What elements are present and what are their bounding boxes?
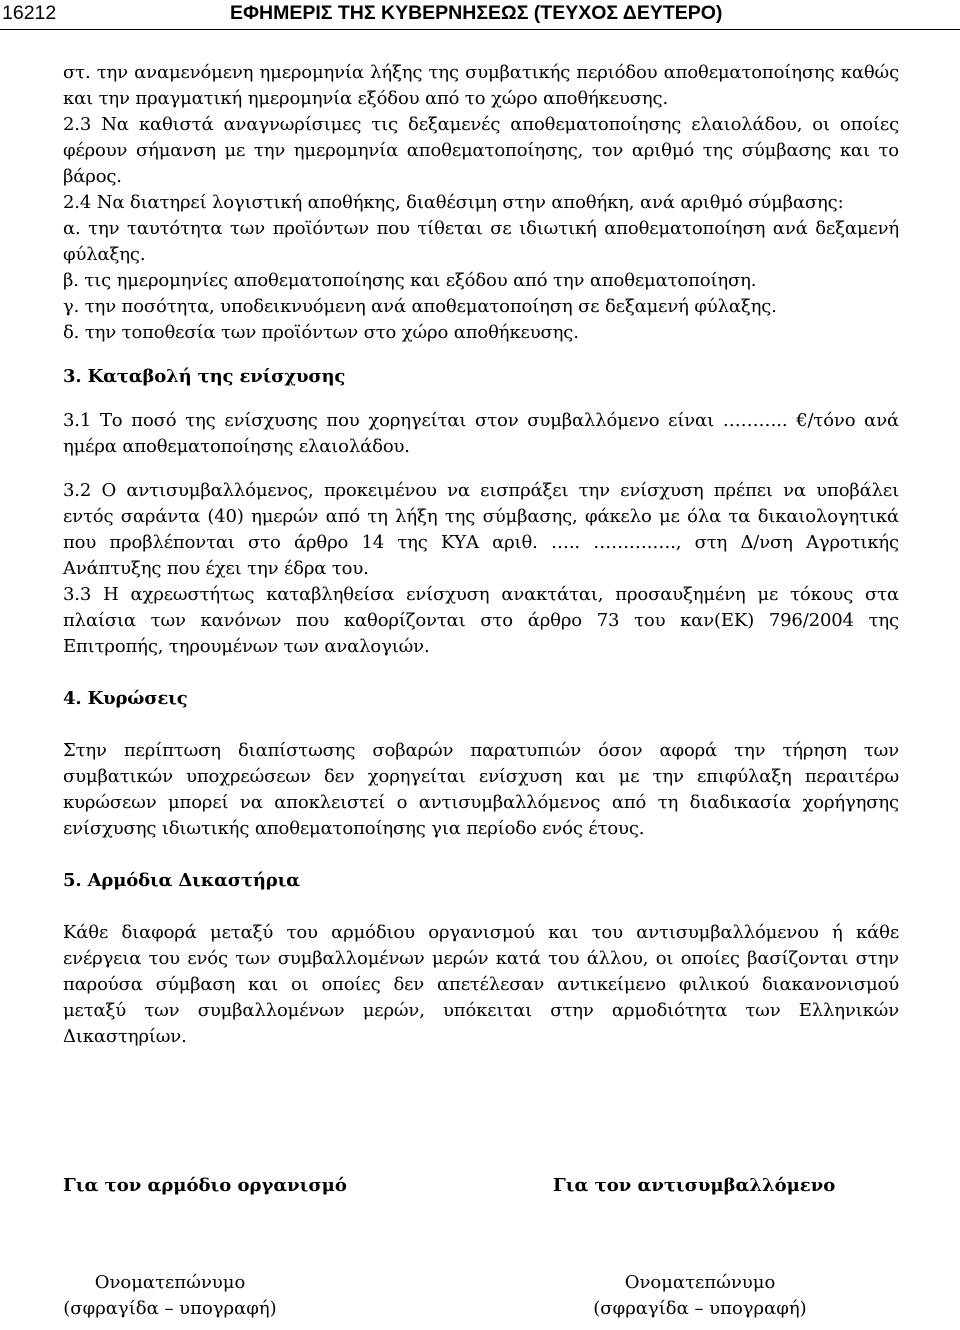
signature-title-authority: Για τον αρμόδιο οργανισμό	[63, 1175, 347, 1196]
journal-title: ΕΦΗΜΕΡΙΣ ΤΗΣ ΚΥΒΕΡΝΗΣΕΩΣ (ΤΕΥΧΟΣ ΔΕΥΤΕΡΟ)	[230, 2, 723, 24]
section-3-heading: 3. Καταβολή της ενίσχυσης	[63, 366, 346, 387]
name-label: Ονοματεπώνυμο	[94, 1272, 246, 1293]
signature-block-contractor	[560, 1270, 840, 1322]
item-st-expected-date: στ. την αναμενόμενη ημερομηνία λήξης της συμβατικής περιόδου αποθεματοποίησης καθώς και την πραγματική ημερομηνία εξόδου από το χώρο αποθήκευσης.	[63, 62, 899, 109]
section-4-heading: 4. Κυρώσεις	[63, 688, 188, 709]
paragraph-3-3: 3.3 Η αχρεωστήτως καταβληθείσα ενίσχυση ανακτάται, προσαυξημένη με τόκους στα πλαίσια των κανόνων που καθορίζονται στο άρθρο 73 του καν(ΕΚ) 796/2004 της Επιτροπής, τηρουμένων των αναλογιών.	[63, 584, 899, 657]
paragraph-5: Κάθε διαφορά μεταξύ του αρμόδιου οργανισμού και του αντισυμβαλλόμενου ή κάθε ενέργεια του ενός των συμβαλλομένων μερών κατά του άλλου, οι οποίες βασίζονται στην παρούσα σύμβαση και οι οποίες δεν απετέλεσαν αντικείμενο φιλικού διακανονισμού μεταξύ των συμβαλλομένων μερών, υπόκειται στην αρμοδιότητα των Ελληνικών Δικαστηρίων.	[63, 922, 899, 1047]
item-c-quantity: γ. την ποσότητα, υποδεικνυόμενη ανά αποθεματοποίηση σε δεξαμενή φύλαξης.	[63, 296, 777, 317]
item-d-location: δ. την τοποθεσία των προϊόντων στο χώρο αποθήκευσης.	[63, 322, 579, 343]
paragraph-3-1: 3.1 Το ποσό της ενίσχυσης που χορηγείται στον συμβαλλόμενο είναι ……….. €/τόνο ανά ημέρα αποθεματοποίησης ελαιολάδου.	[63, 410, 899, 457]
item-2-3-tank-identification: 2.3 Να καθιστά αναγνωρίσιμες τις δεξαμενές αποθεματοποίησης ελαιολάδου, οι οποίες φέρουν σήμανση με την ημερομηνία αποθεματοποίησης, τον αριθμό της σύμβασης και το βάρος.	[63, 114, 899, 187]
item-2-4-warehouse-accounting: 2.4 Να διατηρεί λογιστική αποθήκης, διαθέσιμη στην αποθήκη, ανά αριθμό σύμβασης:	[63, 192, 844, 213]
document-body	[63, 60, 899, 1050]
paragraph-4: Στην περίπτωση διαπίστωσης σοβαρών παρατυπιών όσον αφορά την τήρηση των συμβατικών υποχρεώσεων δεν χορηγείται ενίσχυση και με την επιφύλαξη περαιτέρω κυρώσεων μπορεί να αποκλειστεί ο αντισυμβαλλόμενος από τη διαδικασία χορήγησης ενίσχυσης ιδιωτικής αποθεματοποίησης για περίοδο ενός έτους.	[63, 740, 899, 839]
item-a-product-identity: α. την ταυτότητα των προϊόντων που τίθεται σε ιδιωτική αποθεματοποίηση ανά δεξαμενή φύλαξης.	[63, 218, 899, 265]
signature-block-authority	[40, 1270, 300, 1322]
header-divider	[0, 29, 960, 30]
name-label: Ονοματεπώνυμο	[624, 1272, 776, 1293]
stamp-signature-label: (σφραγίδα – υπογραφή)	[593, 1298, 807, 1319]
stamp-signature-label: (σφραγίδα – υπογραφή)	[63, 1298, 277, 1319]
signature-section	[0, 1175, 960, 1330]
page-number: 16212	[2, 2, 57, 24]
signature-title-contractor: Για τον αντισυμβαλλόμενο	[553, 1175, 836, 1196]
paragraph-3-2: 3.2 Ο αντισυμβαλλόμενος, προκειμένου να εισπράξει την ενίσχυση πρέπει να υποβάλει εντός σαράντα (40) ημερών από τη λήξη της σύμβασης, φάκελο με όλα τα δικαιολογητικά που προβλέπονται στο άρθρο 14 της ΚΥΑ αριθ. ….. ……….…., στη Δ/νση Αγροτικής Ανάπτυξης που έχει την έδρα του.	[63, 480, 899, 579]
item-b-dates: β. τις ημερομηνίες αποθεματοποίησης και εξόδου από την αποθεματοποίηση.	[63, 270, 757, 291]
page-header	[0, 0, 960, 30]
section-5-heading: 5. Αρμόδια Δικαστήρια	[63, 870, 300, 891]
